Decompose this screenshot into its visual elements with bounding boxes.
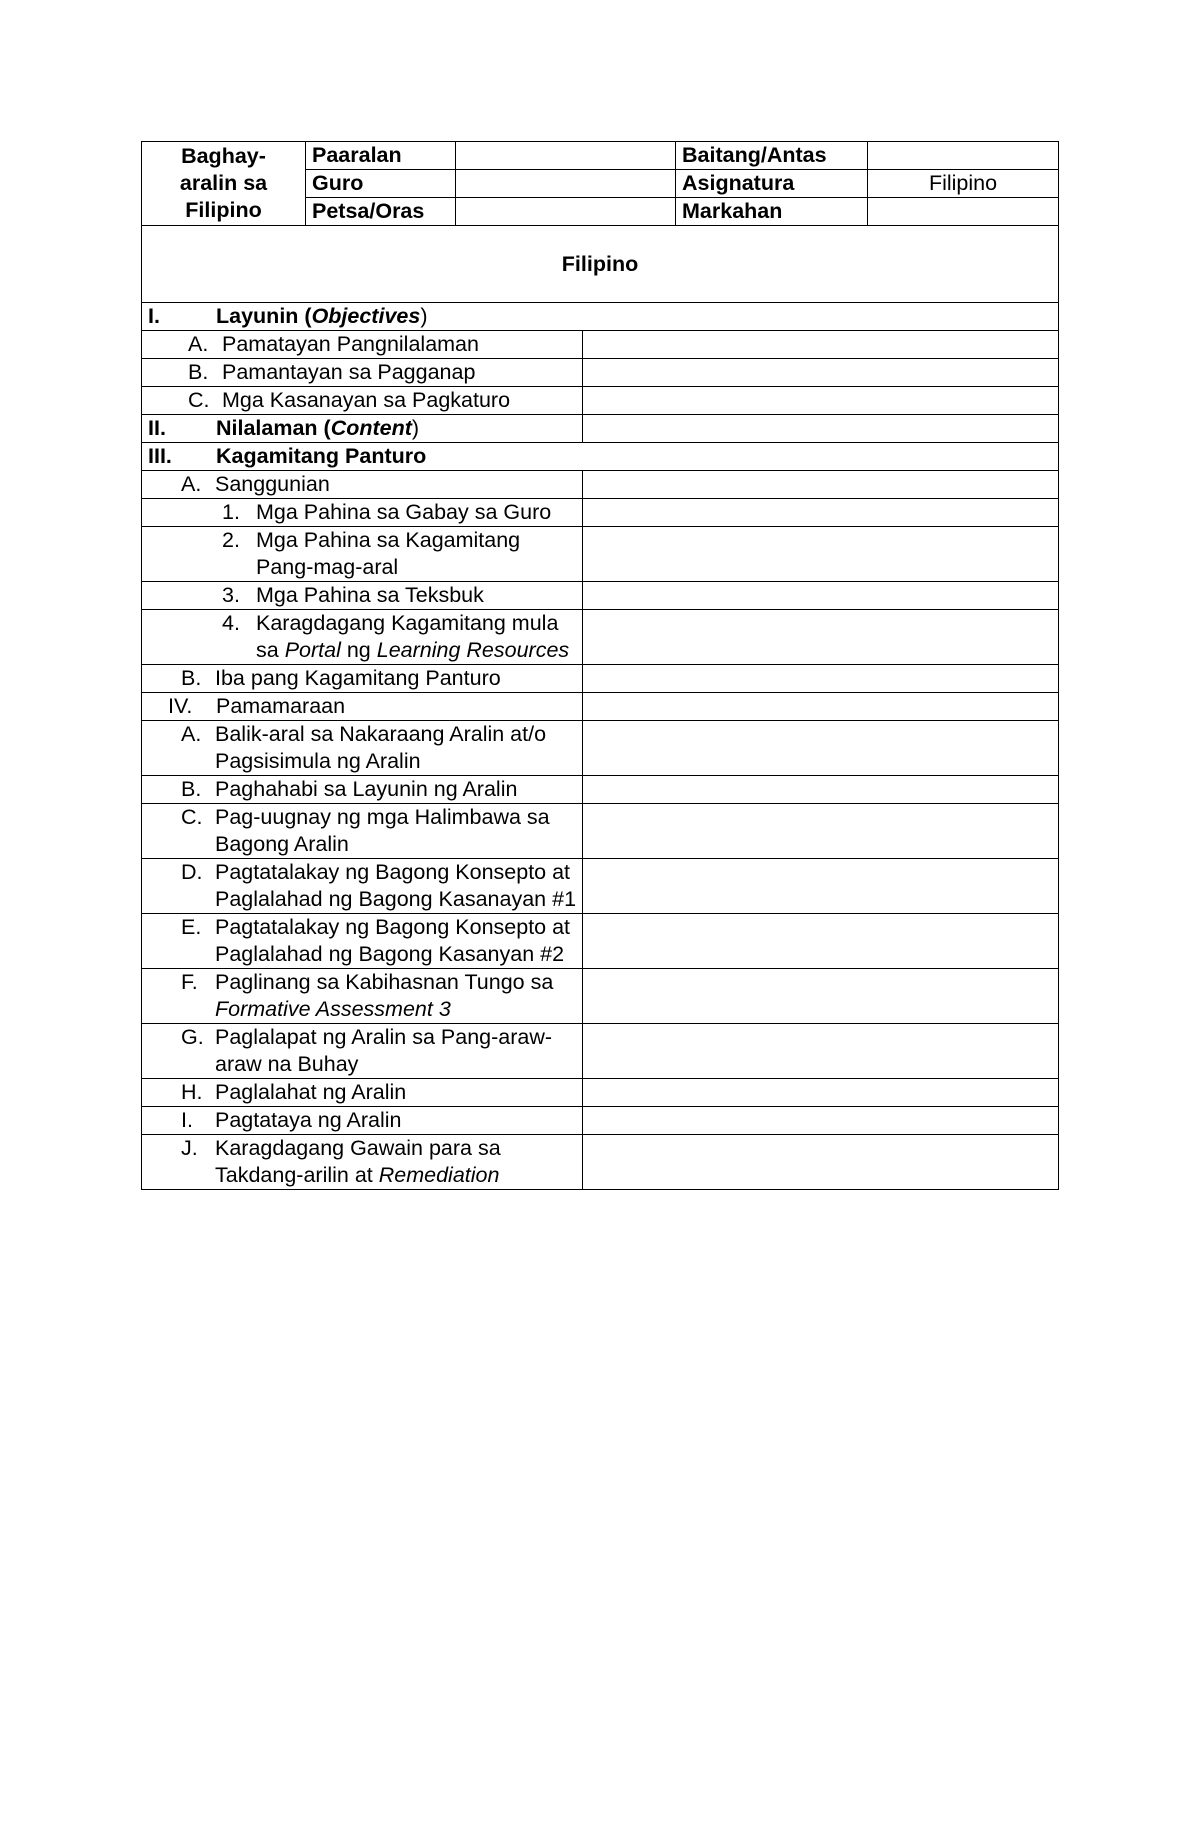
date-label: Petsa/Oras — [306, 198, 456, 226]
section-number: I. — [148, 303, 160, 328]
entry-cell[interactable] — [583, 1106, 1059, 1134]
entry-cell[interactable] — [583, 330, 1059, 358]
entry-cell[interactable] — [583, 470, 1059, 498]
quarter-label: Markahan — [676, 198, 868, 226]
entry-cell[interactable] — [583, 1134, 1059, 1189]
entry-cell[interactable] — [583, 968, 1059, 1023]
teacher-label: Guro — [306, 170, 456, 198]
school-label: Paaralan — [306, 142, 456, 170]
list-item: 3. Mga Pahina sa Teksbuk — [142, 581, 583, 609]
list-item: 2. Mga Pahina sa Kagamitang Pang-mag-aral — [142, 526, 583, 581]
entry-cell[interactable] — [583, 581, 1059, 609]
list-item: I. Pagtataya ng Aralin — [142, 1106, 583, 1134]
entry-cell[interactable] — [583, 1023, 1059, 1078]
section-materials: III. Kagamitang Panturo — [142, 442, 1059, 470]
entry-cell[interactable] — [583, 775, 1059, 803]
quarter-value[interactable] — [868, 198, 1059, 226]
section-objectives: I. Layunin (Objectives) — [142, 302, 1059, 330]
list-item: B. Iba pang Kagamitang Panturo — [142, 664, 583, 692]
grade-value[interactable] — [868, 142, 1059, 170]
entry-cell[interactable] — [583, 386, 1059, 414]
teacher-value[interactable] — [456, 170, 676, 198]
list-item: F. Paglinang sa Kabihasnan Tungo sa Formative Assessment 3 — [142, 968, 583, 1023]
list-item: D. Pagtatalakay ng Bagong Konsepto at Paglalahad ng Bagong Kasanayan #1 — [142, 858, 583, 913]
date-value[interactable] — [456, 198, 676, 226]
list-item: A. Sanggunian — [142, 470, 583, 498]
entry-cell[interactable] — [583, 498, 1059, 526]
entry-cell[interactable] — [583, 664, 1059, 692]
entry-cell[interactable] — [583, 803, 1059, 858]
list-item: H. Paglalahat ng Aralin — [142, 1078, 583, 1106]
subject-value[interactable]: Filipino — [868, 170, 1059, 198]
list-item: A. Balik-aral sa Nakaraang Aralin at/o Pagsisimula ng Aralin — [142, 720, 583, 775]
list-item: G. Paglalapat ng Aralin sa Pang-araw-araw na Buhay — [142, 1023, 583, 1078]
entry-cell[interactable] — [583, 414, 1059, 442]
list-item: E. Pagtatalakay ng Bagong Konsepto at Paglalahad ng Bagong Kasanyan #2 — [142, 913, 583, 968]
grade-label: Baitang/Antas — [676, 142, 868, 170]
list-item: B. Paghahabi sa Layunin ng Aralin — [142, 775, 583, 803]
lesson-plan-body-table — [141, 302, 1059, 1190]
entry-cell[interactable] — [583, 358, 1059, 386]
subject-label: Asignatura — [676, 170, 868, 198]
lesson-plan-header-table — [141, 141, 1059, 303]
entry-cell[interactable] — [583, 526, 1059, 581]
entry-cell[interactable] — [583, 1078, 1059, 1106]
list-item: B. Pamantayan sa Pagganap — [142, 358, 583, 386]
list-item: 4. Karagdagang Kagamitang mula sa Portal ng Learning Resources — [142, 609, 583, 664]
list-item: C. Pag-uugnay ng mga Halimbawa sa Bagong Aralin — [142, 803, 583, 858]
entry-cell[interactable] — [583, 692, 1059, 720]
list-item: C. Mga Kasanayan sa Pagkaturo — [142, 386, 583, 414]
plan-label: Baghay- aralin sa Filipino — [142, 142, 306, 226]
entry-cell[interactable] — [583, 913, 1059, 968]
school-value[interactable] — [456, 142, 676, 170]
list-item: A. Pamatayan Pangnilalaman — [142, 330, 583, 358]
page-title: Filipino — [142, 226, 1059, 303]
list-item: 1. Mga Pahina sa Gabay sa Guro — [142, 498, 583, 526]
list-item: J. Karagdagang Gawain para sa Takdang-arilin at Remediation — [142, 1134, 583, 1189]
section-content: II. Nilalaman (Content) — [142, 414, 583, 442]
entry-cell[interactable] — [583, 858, 1059, 913]
entry-cell[interactable] — [583, 720, 1059, 775]
lesson-plan-sheet — [141, 141, 1058, 1190]
section-procedure: IV. Pamamaraan — [142, 692, 583, 720]
entry-cell[interactable] — [583, 609, 1059, 664]
